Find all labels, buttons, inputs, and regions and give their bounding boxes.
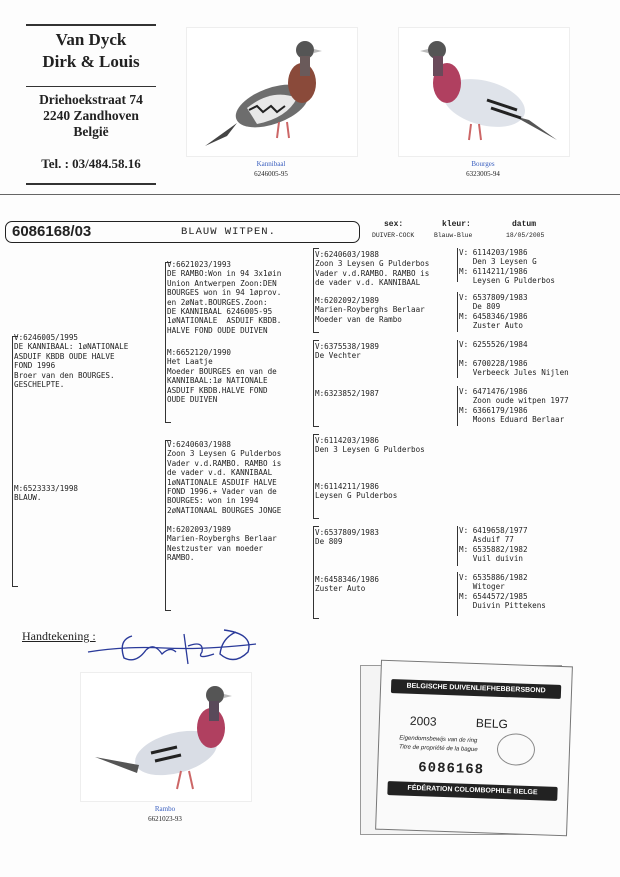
- pedigree-g4-3: V: 6255526/1984 M: 6700228/1986 Verbeeck Jules Nijlen: [459, 340, 569, 378]
- card-country: BELG: [475, 716, 509, 732]
- bracket-gen3-3: [313, 434, 314, 518]
- pedigree-g3-3: V:6375538/1989 De Vechter: [315, 342, 380, 361]
- bracket-tick: [313, 434, 319, 435]
- ring-number: 6086168/03: [12, 223, 92, 240]
- photo-kannibaal-name: Kannibaal: [256, 160, 286, 168]
- photo-rambo-name: Rambo: [154, 805, 176, 813]
- photo-rambo: [80, 672, 252, 802]
- ownership-card: [375, 660, 573, 837]
- pedigree-ff: V:6621023/1993 DE RAMBO:Won in 94 3x1øin Union Antwerpen Zoon:DEN BOURGES won in 94 1øprov. en 2øNat.BOURGES.Zoon: DE KANNIBAAL 6246005-95 1øNATIONALE ASDUIF KBDB. HALVE FOND OUDE DUIVEN: [167, 260, 282, 335]
- pedigree-g3-7: V:6537809/1983 De 809: [315, 528, 380, 547]
- pedigree-g3-4: M:6323852/1987: [315, 389, 380, 398]
- pedigree-g3-1: V:6240603/1988 Zoon 3 Leysen G Pulderbos Vader v.d.RAMBO. RAMBO is de vader v.d. KANNIBAAL: [315, 250, 430, 288]
- bracket-tick: [12, 586, 18, 587]
- pigeon-image: [81, 673, 251, 801]
- date-value: 18/05/2005: [506, 232, 545, 239]
- bracket-gen4: [457, 386, 458, 426]
- pedigree-g4-4: V: 6471476/1986 Zoon oude witpen 1977 M: 6366179/1986 Moons Eduard Berlaar: [459, 387, 569, 425]
- bracket-gen3-4: [313, 526, 314, 618]
- pedigree-g3-5: V:6114203/1986 Den 3 Leysen G Pulderbos: [315, 436, 425, 455]
- pedigree-father: V:6246005/1995 DE KANNIBAAL: 1øNATIONALE ASDUIF KBDB OUDE HALVE FOND 1996 Broer van den BOURGES. GESCHELPTE.: [14, 333, 129, 390]
- owner-name: [26, 29, 156, 73]
- signature-image: [84, 624, 264, 672]
- bracket-gen4: [457, 340, 458, 378]
- pedigree-mother: M:6523333/1998 BLAUW.: [14, 484, 79, 503]
- card-bottom-banner: FÉDÉRATION COLOMBOPHILE BELGE: [387, 781, 557, 801]
- pedigree-g4-1: V: 6114203/1986 Den 3 Leysen G M: 6114211/1986 Leysen G Pulderbos: [459, 248, 556, 286]
- sex-label: sex:: [384, 220, 404, 229]
- bracket-tick: [313, 248, 319, 249]
- section-divider: [0, 194, 620, 195]
- sex-value: DUIVER-COCK: [372, 232, 415, 239]
- card-line2: Titre de propriété de la bague: [398, 744, 478, 754]
- bracket-gen2-upper: [165, 262, 166, 422]
- pedigree-mf: V:6240603/1988 Zoon 3 Leysen G Pulderbos Vader v.d.RAMBO. RAMBO is de vader v.d. KANNIBAAL 1øNATIONALE ASDUIF HALVE FOND 1996.+ Vader van de BOURGES: won in 1994 2øNATIONAAL BOURGES JONGE: [167, 440, 282, 515]
- color-value: Blauw-Blue: [434, 232, 473, 239]
- bracket-gen4: [457, 248, 458, 282]
- owner-rule-bottom: [26, 183, 156, 185]
- owner-rule-mid: [26, 86, 156, 87]
- ring-box: [5, 221, 360, 243]
- date-label: datum: [512, 220, 537, 229]
- card-seal: [496, 733, 535, 766]
- pedigree-fm: M:6652120/1990 Het Laatje Moeder BOURGES en van de KANNIBAAL:1ø NATIONALE ASDUIF KBDB.HALVE FOND OUDE DUIVEN: [167, 348, 277, 405]
- bracket-tick: [165, 610, 171, 611]
- photo-rambo-ring: 6621023-93: [148, 815, 182, 823]
- owner-tel: Tel. : 03/484.58.16: [41, 156, 141, 171]
- pedigree-g4-6: V: 6535886/1982 Witoger M: 6544572/1985 Duivin Pittekens: [459, 573, 546, 611]
- owner-city: 2240 Zandhoven: [43, 108, 139, 123]
- owner-street: Driehoekstraat 74: [39, 92, 143, 107]
- owner-address: [26, 92, 156, 140]
- pedigree-g3-8: M:6458346/1986 Zuster Auto: [315, 575, 380, 594]
- pedigree-g3-6: M:6114211/1986 Leysen G Pulderbos: [315, 482, 398, 501]
- owner-name-line2: Dirk & Louis: [42, 52, 140, 71]
- bracket-tick: [313, 426, 319, 427]
- bracket-tick: [165, 422, 171, 423]
- card-line1: Eigendomsbewijs van de ring: [399, 735, 478, 745]
- bracket-tick: [313, 332, 319, 333]
- owner-rule-top: [26, 24, 156, 26]
- bracket-gen3-2: [313, 340, 314, 426]
- photo-bourges-name: Bourges: [471, 160, 495, 168]
- photo-kannibaal-ring: 6246005-95: [254, 170, 288, 178]
- photo-bourges-ring: 6323005-94: [466, 170, 500, 178]
- pigeon-image: [399, 28, 569, 156]
- bracket-gen4: [457, 526, 458, 566]
- card-number: 6086168: [417, 760, 485, 779]
- bracket-gen4: [457, 292, 458, 332]
- bracket-tick: [313, 618, 319, 619]
- photo-bourges: [398, 27, 570, 157]
- pigeon-image: [187, 28, 357, 156]
- card-top-banner: BELGISCHE DUIVENLIEFHEBBERSBOND: [391, 679, 561, 699]
- bracket-tick: [313, 340, 319, 341]
- signature-label: Handtekening :: [22, 629, 96, 643]
- pigeon-color-name: BLAUW WITPEN.: [181, 226, 276, 238]
- bracket-tick: [313, 518, 319, 519]
- card-year: 2003: [409, 713, 437, 729]
- owner-name-line1: Van Dyck: [55, 30, 127, 49]
- pedigree-g3-2: M:6202092/1989 Marien-Roybergh​s Berlaar Moeder van de Rambo: [315, 296, 425, 324]
- pedigree-mm: M:6202093/1989 Marien-Roybergh​s Berlaar Nestzuster van moeder RAMBO.: [167, 525, 277, 563]
- bracket-gen1: [12, 336, 13, 586]
- bracket-tick: [313, 526, 319, 527]
- color-label: kleur:: [442, 220, 471, 229]
- signature: [84, 624, 264, 672]
- pedigree-g4-2: V: 6537809/1983 De 809 M: 6458346/1986 Zuster Auto: [459, 293, 528, 331]
- bracket-gen4: [457, 572, 458, 616]
- bracket-gen3-1: [313, 248, 314, 332]
- bracket-gen2-lower: [165, 440, 166, 610]
- owner-country: België: [73, 124, 109, 139]
- pedigree-g4-5: V: 6419658/1977 Asduif 77 M: 6535882/1982 Vuil duivin: [459, 526, 528, 564]
- photo-kannibaal: [186, 27, 358, 157]
